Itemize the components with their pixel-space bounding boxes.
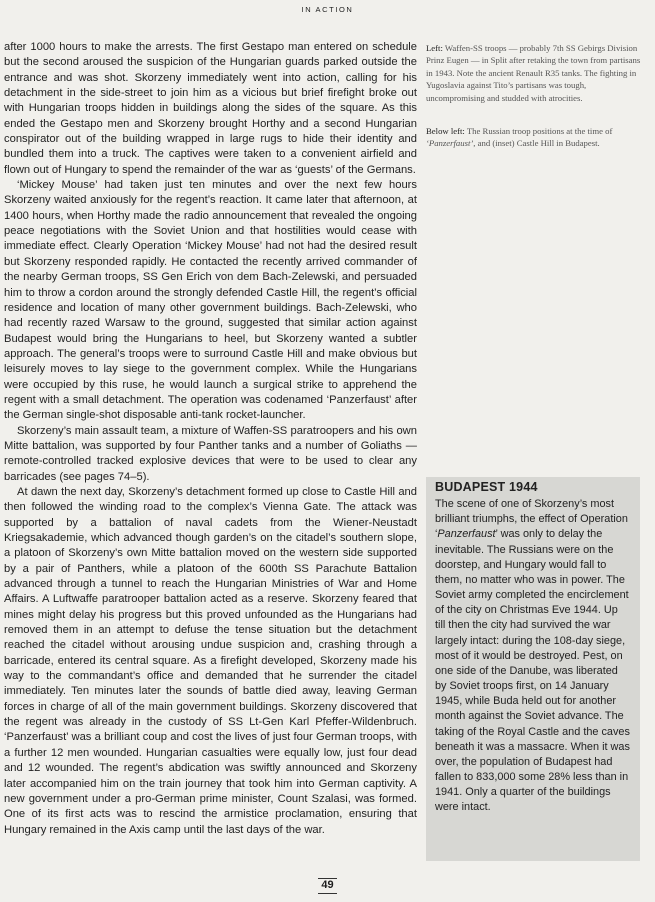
main-text-column — [4, 40, 417, 838]
running-head: IN ACTION — [301, 5, 354, 14]
page-footer — [0, 875, 655, 894]
caption-lead: Left: — [426, 43, 443, 53]
page-number: 49 — [318, 878, 336, 894]
caption-text: The Russian troop positions at the time of — [466, 126, 613, 137]
sidebar-box — [426, 477, 640, 861]
caption-left — [426, 42, 646, 104]
caption-lead: Below left: — [426, 126, 465, 137]
body-paragraph: At dawn the next day, Skorzeny’s detachment formed up close to Castle Hill and then followed the winding road to the complex’s Vienna Gate. The attack was supported by a battalion of naval cadets from the Wiener-Neustadt Kriegsakademie, which advanced though garden’s on the citadel’s southern slope, a platoon of Skorzeny’s own Mitte battalion moved on the western side supported by a pair of Panthers, while a platoon of the 600th SS Parachute Battalion advanced through a tunnel to reach the Hungarian Ministries of War and Home Affairs. A Luftwaffe paratrooper battalion acted as a reserve. Skorzeny feared that mines might delay his progress but this proved unfounded as the Hungarians had removed them in an attempt to defuse the tense situation but the detachment reached the citadel without arousing undue suspicion and, crashing through a barricade, entered its central square. As a firefight developed, Skorzeny made his way to the commandant’s office and demanded that he surrender the citadel immediately. Ten minutes later the sounds of battle died away, leaving German forces in charge of all of the main government buildings. Skorzeny discovered that the regent was already in the custody of SS Lt-Gen Karl Pfeffer-Wildenbruch. ‘Panzerfaust’ was a brilliant coup and cost the lives of just four German troops, with a further 12 men wounded. Hungarian casualties were equally low, just four dead and 12 wounded. The regent’s abdication was swiftly announced and Skorzeny later accompanied him on the train journey that took him into German captivity. A new government under a pro-German prime minister, Count Szalasi, was formed. One of its first acts was to rescind the armistice proclamation, ensuring that Hungary remained in the Axis camp until the last days of the war. — [4, 485, 417, 836]
sidebar-text-start: The scene of one of Skorzeny’s most brilliant triumphs, the effect of Operation ‘ — [435, 498, 628, 541]
sidebar-text — [435, 497, 631, 815]
sidebar-text-end: ’ was only to delay the inevitable. The Russians were on the doorstep, and Hungary would fall to them, no matter who was in power. The Soviet army completed the encirclement of the city on Christmas Eve 1944. Up till then the city had survived the war largely intact: during the 108-day siege, most of it would be destroyed. Pest, on one side of the Danube, was liberated by Soviet troops first, on 14 January 1945, while Buda held out for another month against the Soviet advance. The taking of the Royal Castle and the caves beneath it was a massacre. When it was over, the population of Budapest had fallen to 833,000 some 28% less than in 1941. Only a quarter of the buildings were intact. — [435, 528, 630, 814]
body-paragraph: ‘Mickey Mouse’ had taken just ten minutes and over the next few hours Skorzeny waited anxiously for the regent’s reaction. It came later that afternoon, at 1400 hours, when Horthy made the radio announcement that revealed the ongoing peace negotiations with the Soviet Union and that hostilities would cease with immediate effect. Clearly Operation ‘Mickey Mouse’ had not had the desired result but Skorzeny responded rapidly. He contacted the recently arrived commander of the nearby German troops, SS Gen Erich von dem Bach-Zelewski, and persuaded him to throw a cordon around the strongly defended Castle Hill, the regent’s official residence and location of many other government buildings. Bach-Zelewski, who had recently razed Warsaw to the ground, suggested that similar action against Budapest would bring the Hungarians to heel, but Skorzeny wanted a subtler approach. The general’s troops were to surround Castle Hill and make obvious but leisurely moves to lay siege to the government complex. While the Hungarians were occupied by this ruse, he would launch a surgical strike to apprehend the regent with a small detachment. The operation was codenamed ‘Panzerfaust’ after the German single-shot disposable anti-tank rocket-launcher. — [4, 179, 417, 422]
body-paragraph: Skorzeny’s main assault team, a mixture of Waffen-SS paratroopers and his own Mitte battalion, was supported by four Panther tanks and a number of Goliaths — remote-controlled tracked explosive devices that were to be used to clear any barricades (see pages 74–5). — [4, 424, 417, 483]
sidebar-italic: Panzerfaust — [437, 528, 496, 541]
caption-text-end: , and (inset) Castle Hill in Budapest. — [473, 138, 600, 149]
body-paragraph: after 1000 hours to make the arrests. The first Gestapo man entered on schedule but the second aroused the suspicion of the Hungarian guards parked outside the entrance and was shot. Skorzeny immediately went into action, calling for his detachment in the side-street to join him as a vicious but brief firefight broke out with Hungarian troops hidden in buildings along the sides of the square. As this ended the Gestapo men and Skorzeny brought Horthy and a second Hungarian conspirator out of the building wrapped in large rugs to hide their identity and bundled them into a truck. The captives were taken to a convenient airfield and flown out of Hungary to spend the remainder of the war as ‘guests’ of the Germans. — [4, 41, 417, 176]
caption-below-left — [426, 125, 646, 150]
caption-column — [426, 42, 646, 171]
caption-italic: ‘Panzerfaust’ — [426, 138, 474, 149]
caption-text: Waffen-SS troops — probably 7th SS Gebirgs Division Prinz Eugen — in Split after retaking the town from partisans in 1943. Note the ancient Renault R35 tanks. The fighting in Yugoslavia against Tito’s partisans was tough, uncompromising and studded with atrocities. — [426, 43, 641, 103]
sidebar-title: BUDAPEST 1944 — [435, 480, 538, 494]
